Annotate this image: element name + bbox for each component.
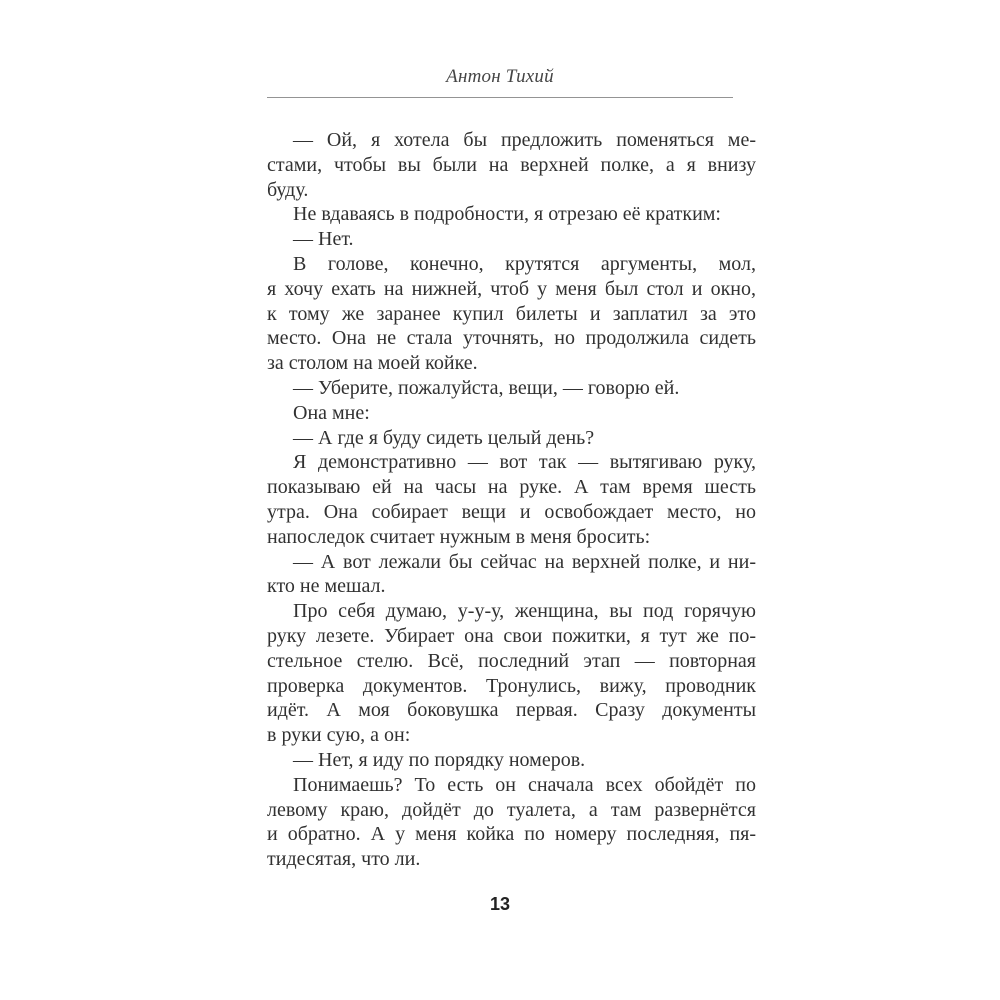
text-line: Понимаешь? То есть он сначала всех обойдёт по	[293, 773, 756, 796]
text-line: тидесятая, что ли.	[267, 848, 421, 871]
text-line: — А вот лежали бы сейчас на верхней полке, и ни-	[293, 550, 756, 573]
text-line: Не вдаваясь в подробности, я отрезаю её кратким:	[293, 203, 721, 226]
header-rule	[267, 97, 733, 98]
paragraph	[267, 426, 756, 451]
text-line: — Ой, я хотела бы предложить поменяться ме-	[293, 129, 756, 151]
text-line: левому краю, дойдёт до туалета, а там развернётся	[267, 798, 756, 821]
text-line: — Нет, я иду по порядку номеров.	[293, 748, 586, 771]
paragraph	[267, 773, 756, 872]
content-column	[267, 0, 756, 1000]
paragraph	[267, 599, 756, 748]
text-line: стельное стелю. Всё, последний этап — повторная	[267, 649, 756, 672]
text-line: и обратно. А у меня койка по номеру последняя, пя-	[267, 823, 756, 846]
paragraph	[267, 128, 756, 202]
text-line: проверка документов. Тронулись, вижу, проводник	[267, 674, 756, 697]
text-line: стами, чтобы вы были на верхней полке, а я внизу	[267, 153, 756, 176]
text-line: буду.	[267, 178, 309, 201]
text-line: я хочу ехать на нижней, чтоб у меня был стол и окно,	[267, 277, 756, 300]
text-line: идёт. А моя боковушка первая. Сразу документы	[267, 699, 756, 722]
page-number: 13	[489, 894, 511, 914]
text-line: место. Она не стала уточнять, но продолжила сидеть	[267, 327, 756, 350]
paragraph	[267, 550, 756, 600]
text-line: Она мне:	[293, 401, 370, 424]
text-line: — А где я буду сидеть целый день?	[293, 426, 595, 449]
text-line: руку лезете. Убирает она свои пожитки, я тут же по-	[267, 624, 756, 647]
paragraph	[267, 376, 756, 401]
text-line: за столом на моей койке.	[267, 352, 478, 375]
text-line: к тому же заранее купил билеты и заплатил за это	[267, 302, 756, 325]
paragraph	[267, 252, 756, 376]
paragraph	[267, 202, 756, 227]
running-header-author: Антон Тихий	[446, 66, 554, 87]
paragraph	[267, 401, 756, 426]
text-line: напоследок считает нужным в меня бросить:	[267, 525, 651, 548]
text-line: утра. Она собирает вещи и освобождает место, но	[267, 500, 756, 523]
paragraph	[267, 450, 756, 549]
text-line: Про себя думаю, у-у-у, женщина, вы под горячую	[293, 600, 756, 623]
text-line: показываю ей на часы на руке. А там время шесть	[267, 476, 756, 499]
text-line: кто не мешал.	[267, 575, 386, 598]
text-line: — Нет.	[293, 228, 354, 251]
text-line: В голове, конечно, крутятся аргументы, мол,	[293, 252, 756, 275]
text-line: в руки сую, а он:	[267, 724, 411, 747]
page-text	[267, 128, 756, 872]
text-line: — Уберите, пожалуйста, вещи, — говорю ей.	[293, 376, 680, 399]
paragraph	[267, 748, 756, 773]
text-line: Я демонстративно — вот так — вытягиваю руку,	[293, 451, 756, 474]
paragraph	[267, 227, 756, 252]
